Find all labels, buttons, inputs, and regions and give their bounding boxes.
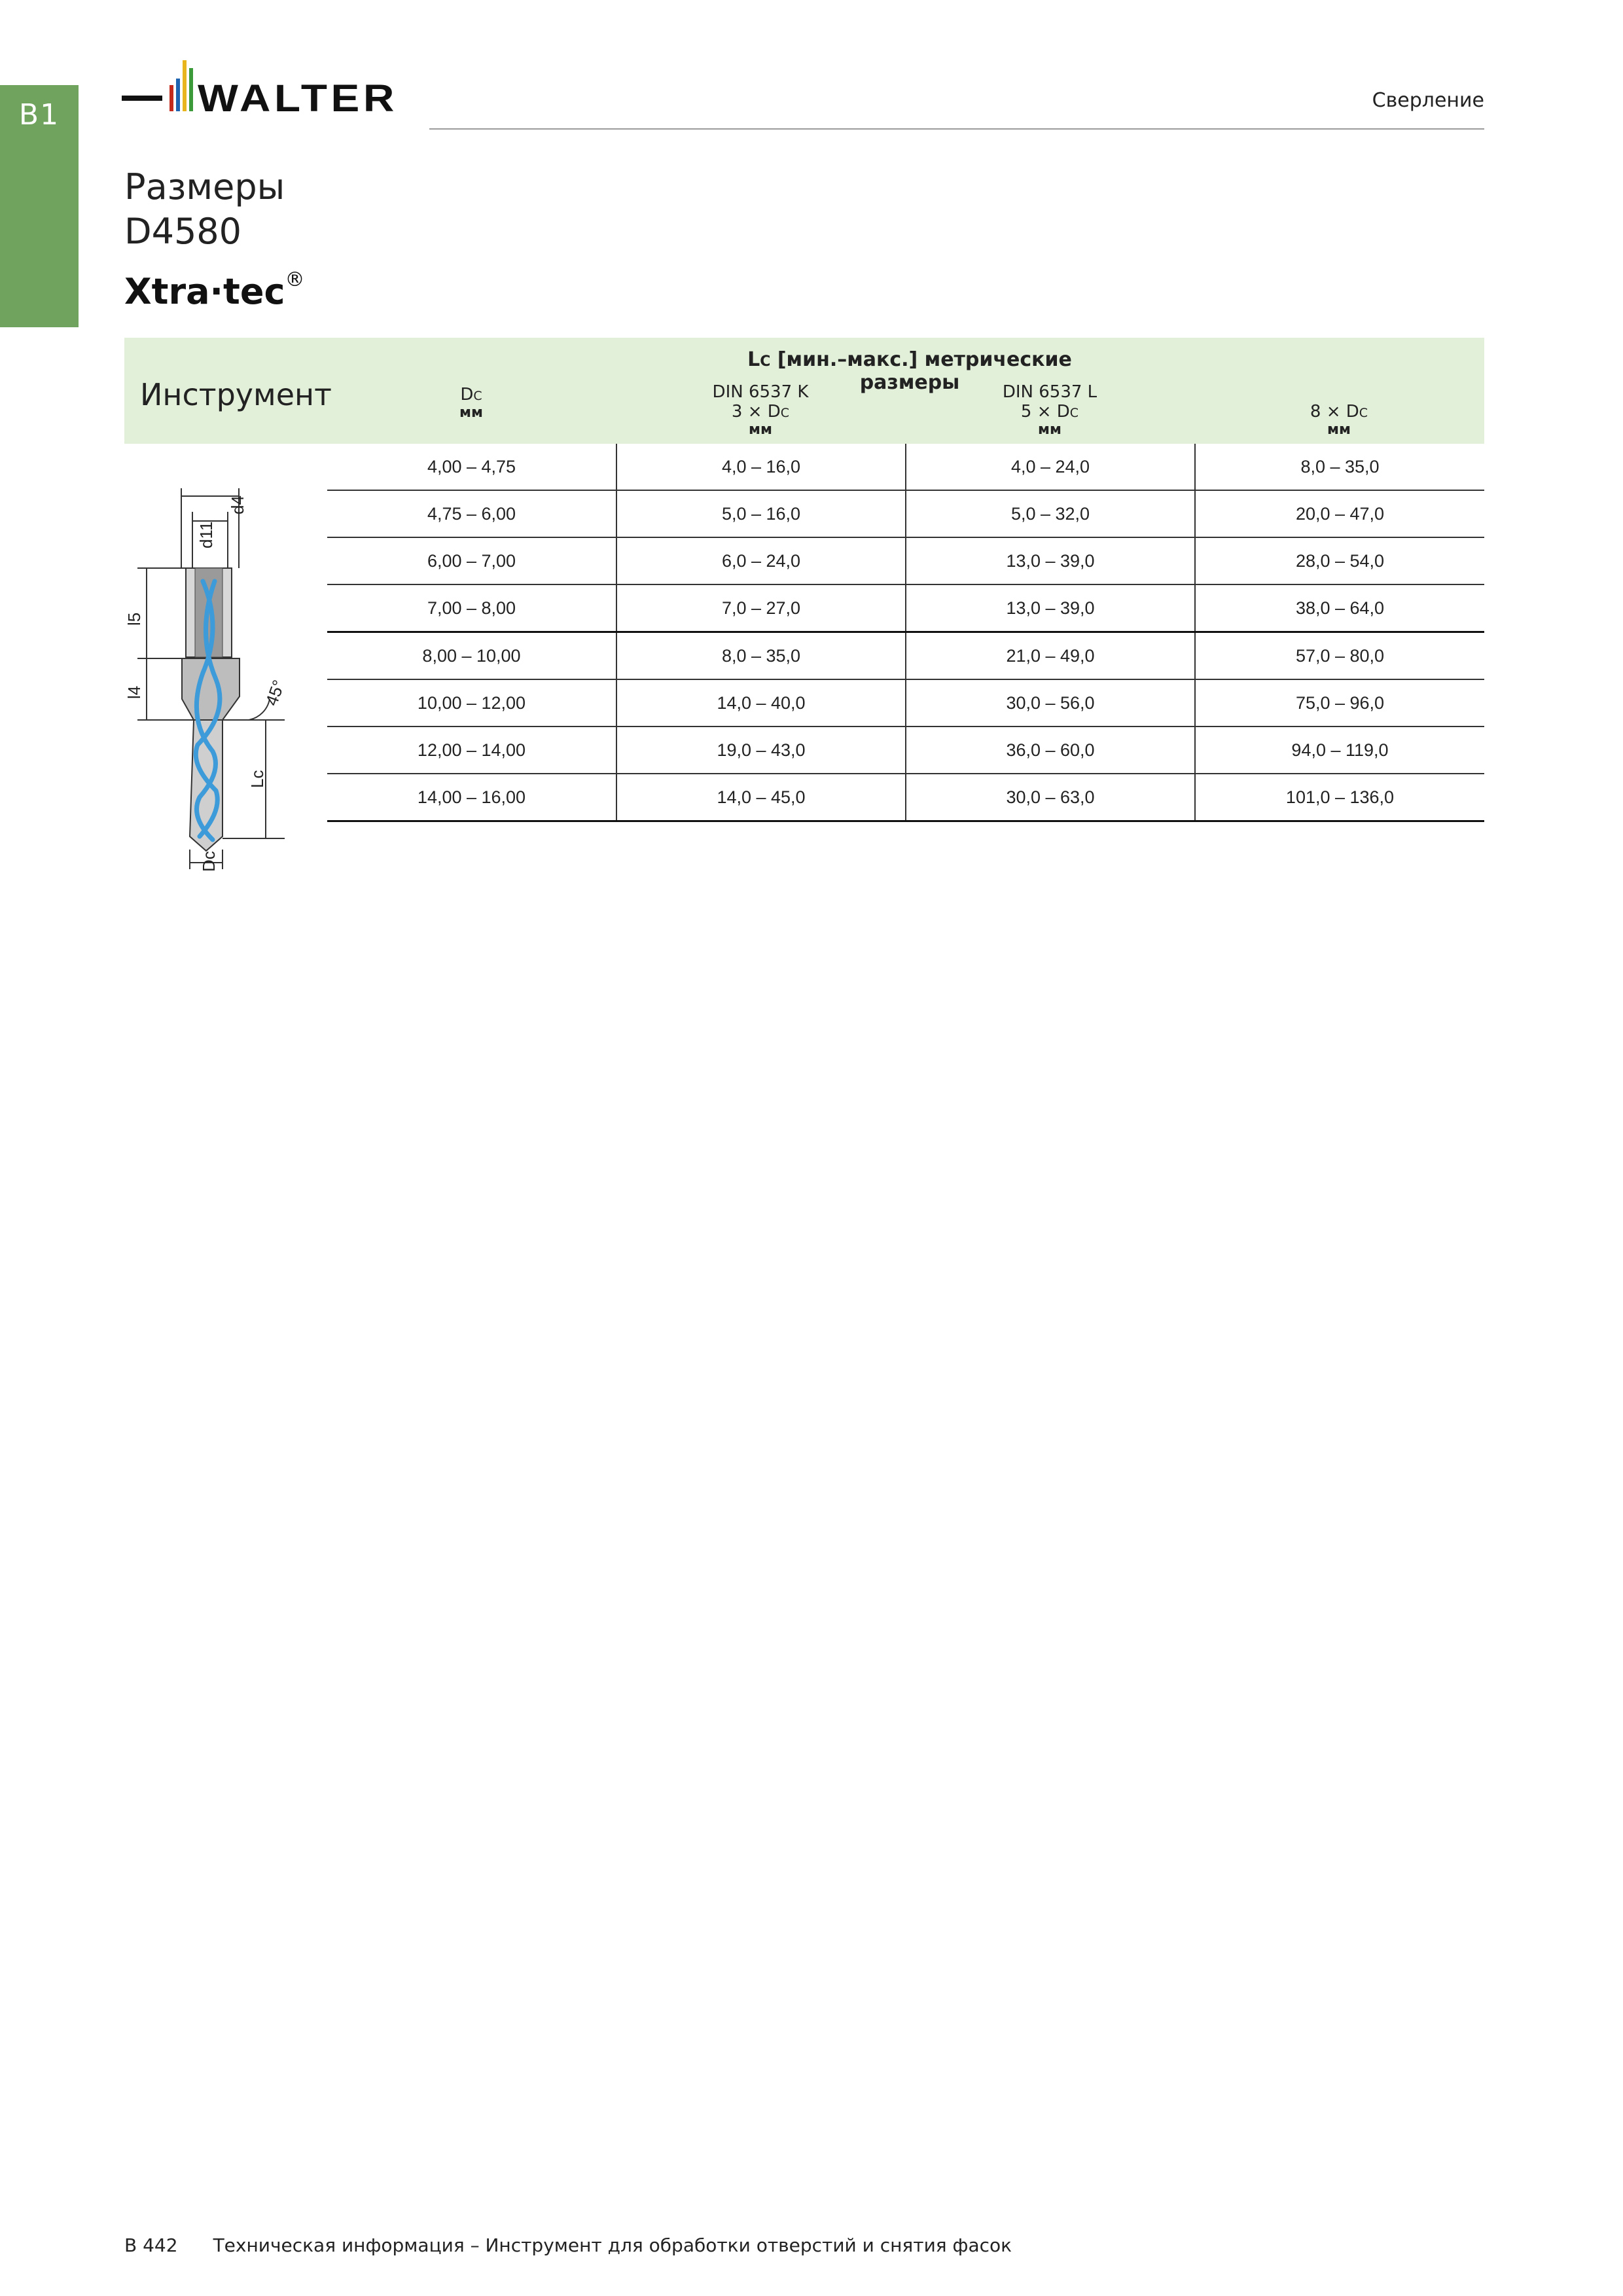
cell-5dc: 21,0 – 49,0 bbox=[906, 632, 1195, 680]
cell-8dc: 8,0 – 35,0 bbox=[1195, 444, 1484, 490]
cell-3dc: 8,0 – 35,0 bbox=[616, 632, 906, 680]
brand-name: Xtra·tec® bbox=[124, 268, 305, 312]
cell-3dc: 4,0 – 16,0 bbox=[616, 444, 906, 490]
table-row bbox=[327, 774, 1484, 821]
label-d11: d11 bbox=[196, 521, 216, 548]
table-row bbox=[327, 726, 1484, 774]
cell-3dc: 14,0 – 45,0 bbox=[616, 774, 906, 821]
label-dc: Dc bbox=[199, 851, 219, 872]
table-row bbox=[327, 679, 1484, 726]
cell-5dc: 5,0 – 32,0 bbox=[906, 490, 1195, 537]
cell-3dc: 6,0 – 24,0 bbox=[616, 537, 906, 584]
cell-5dc: 36,0 – 60,0 bbox=[906, 726, 1195, 774]
cell-5dc: 13,0 – 39,0 bbox=[906, 537, 1195, 584]
cell-dc: 4,75 – 6,00 bbox=[327, 490, 616, 537]
cell-dc: 14,00 – 16,00 bbox=[327, 774, 616, 821]
cell-8dc: 28,0 – 54,0 bbox=[1195, 537, 1484, 584]
label-angle: 45° bbox=[261, 677, 289, 709]
header-col-8dc: 8 × DC мм bbox=[1310, 402, 1368, 438]
logo-wordmark: WALTER bbox=[198, 77, 398, 117]
cell-5dc: 4,0 – 24,0 bbox=[906, 444, 1195, 490]
table-row bbox=[327, 584, 1484, 632]
cell-3dc: 5,0 – 16,0 bbox=[616, 490, 906, 537]
cell-3dc: 7,0 – 27,0 bbox=[616, 584, 906, 632]
walter-logo bbox=[122, 60, 400, 117]
cell-dc: 4,00 – 4,75 bbox=[327, 444, 616, 490]
cell-5dc: 30,0 – 63,0 bbox=[906, 774, 1195, 821]
table-row bbox=[327, 490, 1484, 537]
table-row bbox=[327, 632, 1484, 680]
header-col-dc: DC мм bbox=[459, 385, 483, 421]
cell-5dc: 30,0 – 56,0 bbox=[906, 679, 1195, 726]
header-section-title: Сверление bbox=[1372, 89, 1484, 112]
cell-8dc: 101,0 – 136,0 bbox=[1195, 774, 1484, 821]
footer-text: Техническая информация – Инструмент для обработки отверстий и снятия фасок bbox=[213, 2234, 1012, 2256]
cell-5dc: 13,0 – 39,0 bbox=[906, 584, 1195, 632]
cell-8dc: 38,0 – 64,0 bbox=[1195, 584, 1484, 632]
cell-dc: 10,00 – 12,00 bbox=[327, 679, 616, 726]
page-title: Размеры bbox=[124, 166, 285, 207]
header-tool-label: Инструмент bbox=[140, 377, 332, 412]
cell-dc: 12,00 – 14,00 bbox=[327, 726, 616, 774]
cell-3dc: 14,0 – 40,0 bbox=[616, 679, 906, 726]
page-footer bbox=[124, 2234, 1012, 2256]
logo-color-bars bbox=[169, 60, 193, 111]
dimensions-table bbox=[327, 444, 1484, 822]
header-col-din-l: DIN 6537 L 5 × DC мм bbox=[1002, 382, 1097, 438]
header-divider bbox=[429, 128, 1484, 130]
cell-dc: 8,00 – 10,00 bbox=[327, 632, 616, 680]
cell-3dc: 19,0 – 43,0 bbox=[616, 726, 906, 774]
cell-8dc: 20,0 – 47,0 bbox=[1195, 490, 1484, 537]
cell-8dc: 57,0 – 80,0 bbox=[1195, 632, 1484, 680]
label-lc: Lc bbox=[247, 770, 267, 788]
cell-8dc: 94,0 – 119,0 bbox=[1195, 726, 1484, 774]
cell-dc: 6,00 – 7,00 bbox=[327, 537, 616, 584]
header-col-din-k: DIN 6537 K 3 × DC мм bbox=[712, 382, 809, 438]
cell-8dc: 75,0 – 96,0 bbox=[1195, 679, 1484, 726]
label-l5: l5 bbox=[124, 612, 144, 626]
header-lc-group: LC [мин.–макс.] метрические размеры bbox=[747, 348, 1072, 394]
label-d4: d4 bbox=[228, 495, 247, 514]
registered-mark: ® bbox=[285, 268, 305, 291]
side-tab-label: B1 bbox=[18, 98, 60, 132]
table-row bbox=[327, 537, 1484, 584]
tool-drawing bbox=[124, 483, 296, 876]
cell-dc: 7,00 – 8,00 bbox=[327, 584, 616, 632]
label-l4: l4 bbox=[124, 685, 144, 699]
table-row bbox=[327, 444, 1484, 490]
product-code: D4580 bbox=[124, 211, 242, 252]
page-number: B 442 bbox=[124, 2234, 178, 2256]
